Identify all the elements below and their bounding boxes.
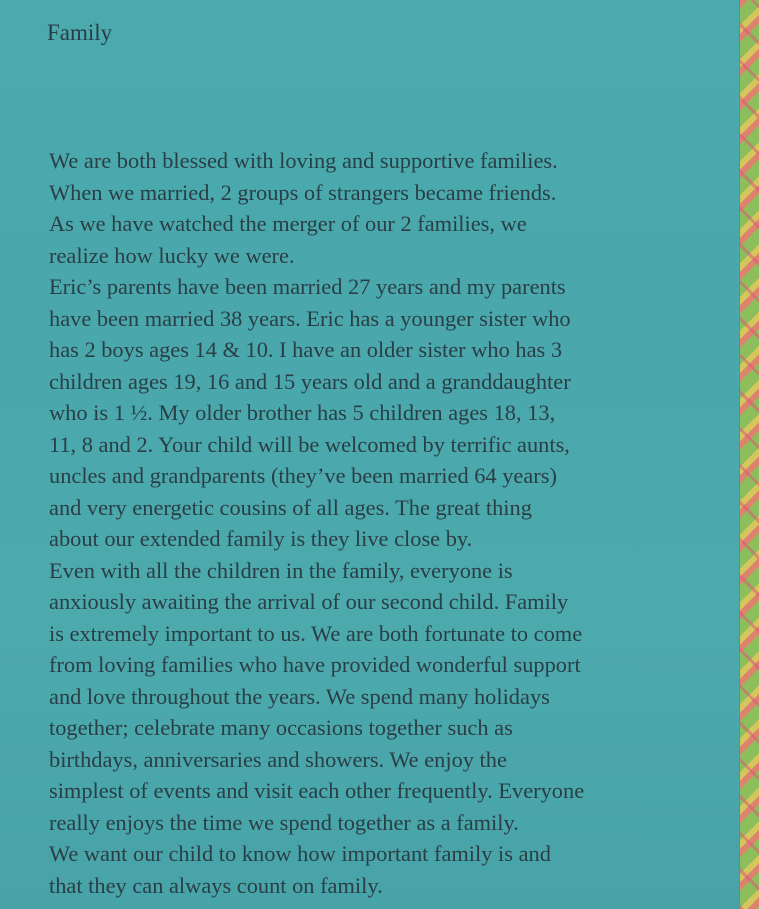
text-line-8: children ages 19, 16 and 15 years old and a granddaughter: [49, 368, 571, 394]
text-line-2: When we married, 2 groups of strangers became friends.: [49, 179, 557, 205]
text-line-21: simplest of events and visit each other frequently. Everyone: [49, 778, 585, 803]
text-line-4: realize how lucky we were.: [49, 242, 295, 268]
decorative-border-strip: [739, 0, 759, 909]
text-line-18: and love throughout the years. We spend many holidays: [49, 683, 550, 709]
text-line-12: and very energetic cousins of all ages. The great thing: [49, 494, 532, 520]
text-line-22: really enjoys the time we spend together as a family.: [49, 809, 519, 835]
text-line-17: from loving families who have provided wonderful support: [49, 652, 581, 677]
text-line-5: Eric’s parents have been married 27 years and my parents: [49, 274, 566, 299]
text-line-24: that they can always count on family.: [49, 872, 383, 898]
body-paragraph: [49, 145, 729, 901]
text-line-11: uncles and grandparents (they’ve been married 64 years): [49, 463, 557, 488]
text-line-20: birthdays, anniversaries and showers. We enjoy the: [49, 746, 507, 772]
text-line-6: have been married 38 years. Eric has a younger sister who: [49, 305, 571, 331]
text-line-1: We are both blessed with loving and supportive families.: [49, 148, 558, 173]
text-line-16: is extremely important to us. We are both fortunate to come: [49, 620, 583, 646]
text-line-9: who is 1 ½. My older brother has 5 children ages 18, 13,: [49, 400, 556, 425]
text-line-14: Even with all the children in the family, everyone is: [49, 557, 513, 583]
page-heading: Family: [47, 20, 113, 45]
text-line-13: about our extended family is they live close by.: [49, 526, 473, 551]
text-line-3: As we have watched the merger of our 2 families, we: [49, 211, 527, 236]
text-line-23: We want our child to know how important family is and: [49, 841, 551, 866]
text-line-7: has 2 boys ages 14 & 10. I have an older sister who has 3: [49, 337, 563, 362]
text-line-10: 11, 8 and 2. Your child will be welcomed by terrific aunts,: [49, 431, 570, 457]
text-line-15: anxiously awaiting the arrival of our second child. Family: [49, 589, 569, 614]
text-line-19: together; celebrate many occasions together such as: [49, 715, 513, 740]
